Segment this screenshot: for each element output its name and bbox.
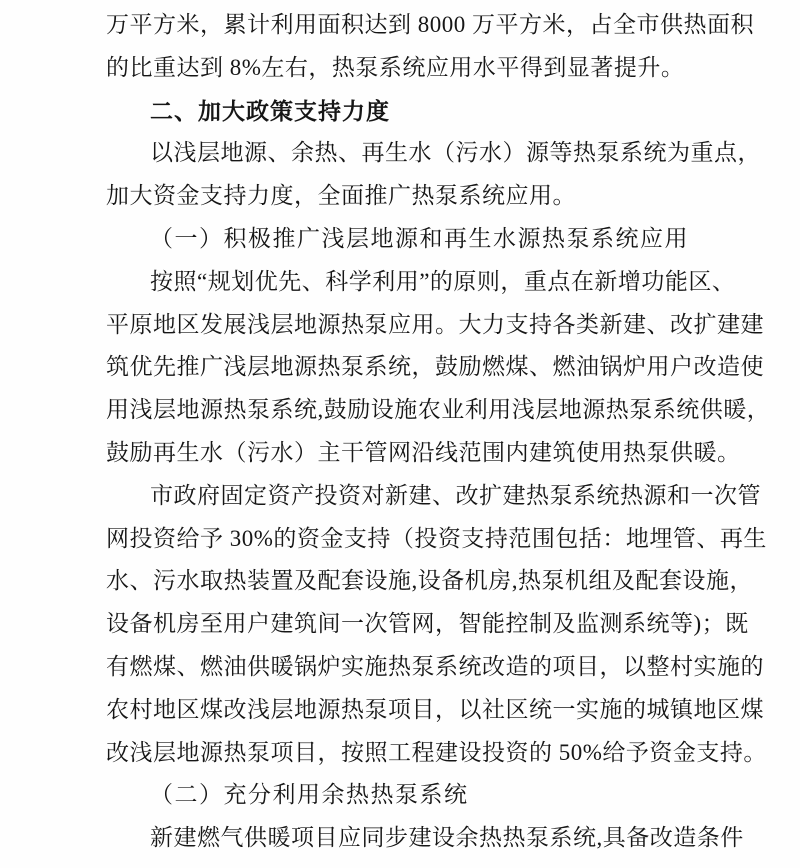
doc-line: 万平方米，累计利用面积达到 8000 万平方米，占全市供热面积: [106, 12, 754, 37]
doc-line: 按照“规划优先、科学利用”的原则，重点在新增功能区、: [150, 268, 736, 294]
subsection-heading-1: （一）积极推广浅层地源和再生水源热泵系统应用: [150, 225, 689, 251]
doc-line: 市政府固定资产投资对新建、改扩建热泵系统热源和一次管: [150, 482, 761, 508]
doc-line: 以浅层地源、余热、再生水（污水）源等热泵系统为重点，: [150, 140, 761, 166]
doc-line: 用浅层地源热泵系统,鼓励设施农业利用浅层地源热泵系统供暖，: [106, 397, 771, 423]
document-text-block: [106, 4, 771, 860]
doc-line: 设备机房至用户建筑间一次管网，智能控制及监测系统等)；既: [106, 611, 749, 637]
doc-line: 改浅层地源热泵项目，按照工程建设投资的 50%给予资金支持。: [106, 739, 767, 765]
doc-line: 加大资金支持力度，全面推广热泵系统应用。: [106, 183, 576, 209]
doc-line: 水、污水取热装置及配套设施,设备机房,热泵机组及配套设施，: [106, 568, 753, 594]
subsection-heading-2: （二）充分利用余热热泵系统: [150, 782, 469, 808]
doc-line: 有燃煤、燃油供暖锅炉实施热泵系统改造的项目，以整村实施的: [106, 653, 764, 679]
doc-line: 网投资给予 30%的资金支持（投资支持范围包括：地埋管、再生: [106, 525, 767, 551]
doc-line: 农村地区煤改浅层地源热泵项目，以社区统一实施的城镇地区煤: [106, 696, 764, 722]
doc-line: 的比重达到 8%左右，热泵系统应用水平得到显著提升。: [106, 54, 685, 80]
doc-line: 平原地区发展浅层地源热泵应用。大力支持各类新建、改扩建建: [106, 311, 764, 337]
doc-line: 新建燃气供暖项目应同步建设余热热泵系统,具备改造条件: [150, 825, 744, 851]
section-heading-2: 二、加大政策支持力度: [150, 97, 390, 124]
doc-line: 鼓励再生水（污水）主干管网沿线范围内建筑使用热泵供暖。: [106, 439, 741, 465]
doc-line: 筑优先推广浅层地源热泵系统，鼓励燃煤、燃油锅炉用户改造使: [106, 354, 764, 380]
